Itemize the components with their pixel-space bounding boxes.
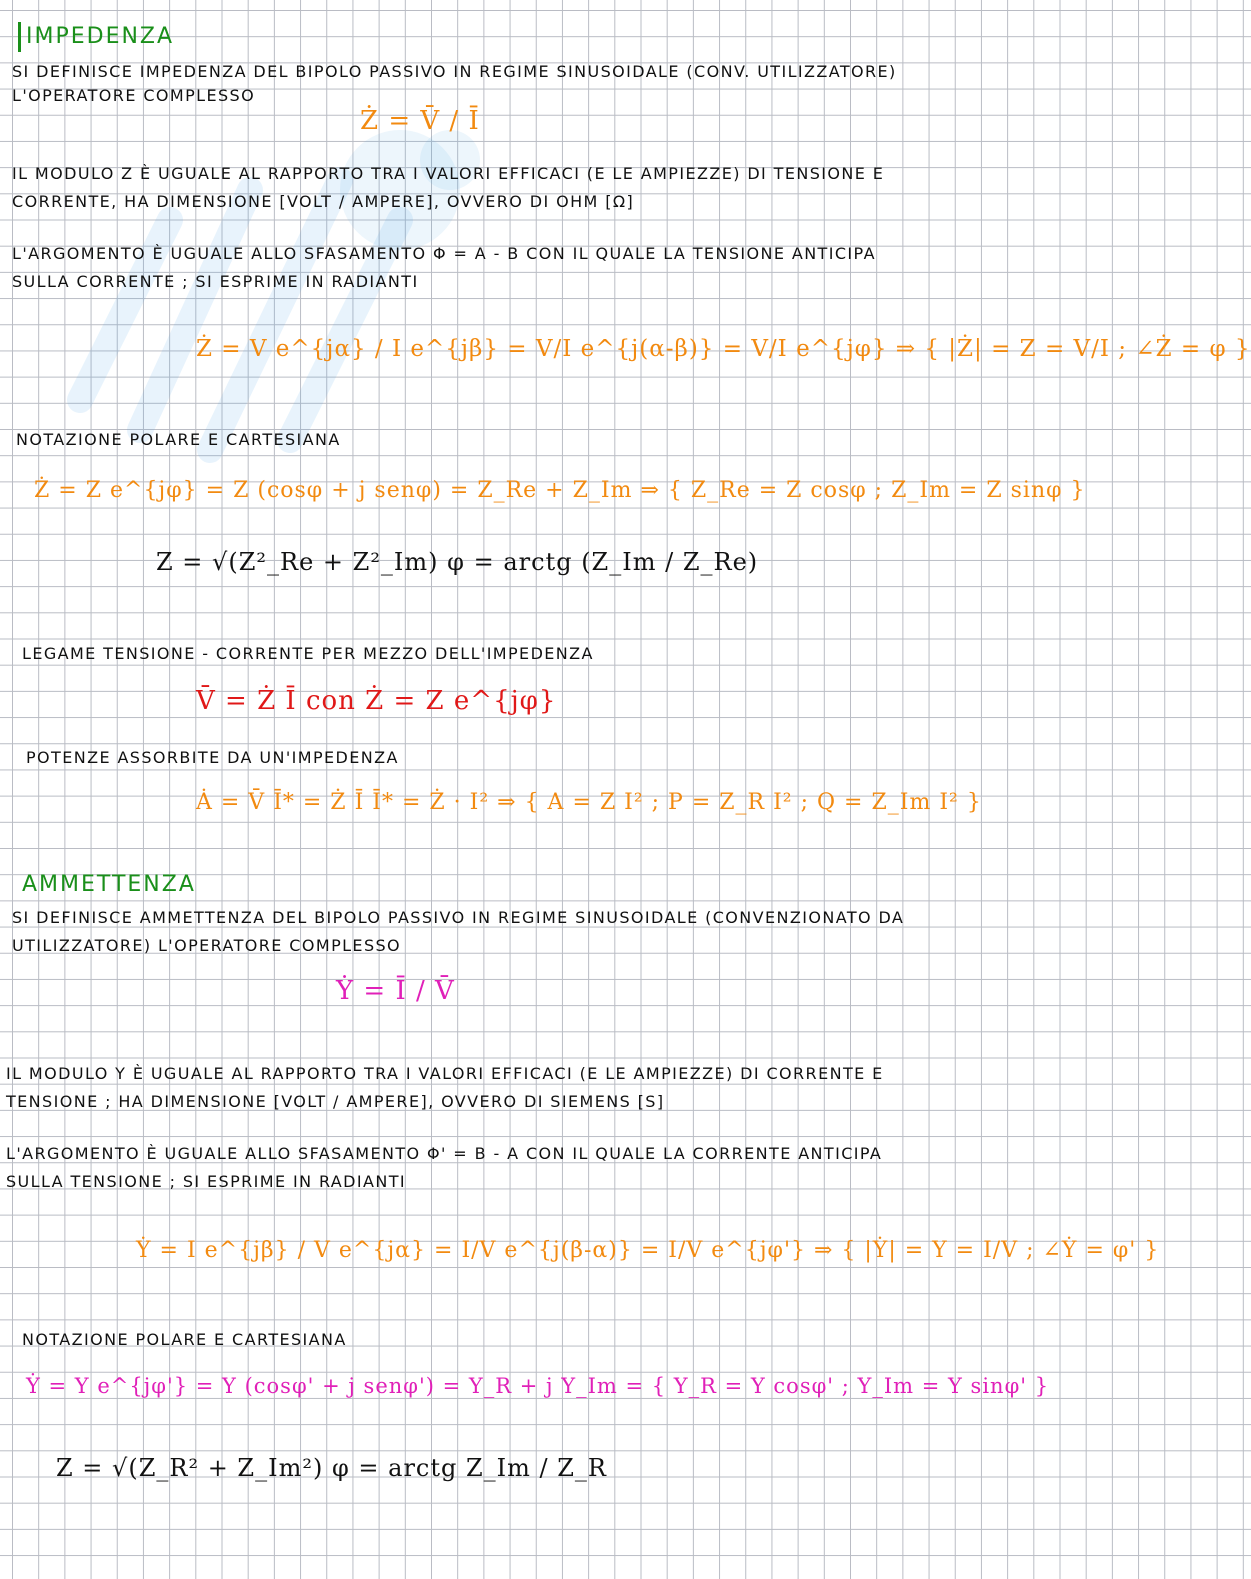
impedenza-definition-formula: Ż = V̄ / Ī (360, 106, 480, 136)
impedenza-argomento-formula: Ż = V e^{jα} / I e^{jβ} = V/I e^{j(α-β)} = V/I e^{jφ} ⇒ { |Ż| = Z = V/I ; ∠Ż = φ } (196, 336, 1251, 362)
impedenza-notazione-label: NOTAZIONE POLARE E CARTESIANA (16, 430, 341, 449)
impedenza-modulo-line-2: CORRENTE, HA DIMENSIONE [VOLT / AMPERE], OVVERO DI OHM [Ω] (12, 192, 635, 211)
impedenza-modulo-formula: Z = √(Z²_Re + Z²_Im) φ = arctg (Z_Im / Z_Re) (156, 548, 759, 576)
impedenza-heading: IMPEDENZA (26, 24, 175, 49)
impedenza-modulo-line-1: IL MODULO Z È UGUALE AL RAPPORTO TRA I VALORI EFFICACI (E LE AMPIEZZE) DI TENSIONE E (12, 164, 885, 183)
ammettenza-definition-line-1: SI DEFINISCE AMMETTENZA DEL BIPOLO PASSIVO IN REGIME SINUSOIDALE (CONVENZIONATO DA (12, 908, 905, 927)
impedenza-notazione-formula: Ż = Z e^{jφ} = Z (cosφ + j senφ) = Z_Re + Z_Im ⇒ { Z_Re = Z cosφ ; Z_Im = Z sinφ } (34, 478, 1086, 503)
impedenza-argomento-line-2: SULLA CORRENTE ; SI ESPRIME IN RADIANTI (12, 272, 419, 291)
impedenza-definition-line-1: SI DEFINISCE IMPEDENZA DEL BIPOLO PASSIVO IN REGIME SINUSOIDALE (CONV. UTILIZZATORE) (12, 62, 897, 81)
impedenza-potenze-formula: Ȧ = V̄ Ī* = Ż Ī Ī* = Ż · I² ⇒ { A = Z I² ; P = Z_R I² ; Q = Z_Im I² } (196, 790, 982, 815)
ammettenza-definition-line-2: UTILIZZATORE) L'OPERATORE COMPLESSO (12, 936, 402, 955)
ammettenza-modulo-line-1: IL MODULO Y È UGUALE AL RAPPORTO TRA I VALORI EFFICACI (E LE AMPIEZZE) DI CORRENTE E (6, 1064, 884, 1083)
ammettenza-notazione-label: NOTAZIONE POLARE E CARTESIANA (22, 1330, 347, 1349)
impedenza-argomento-line-1: L'ARGOMENTO È UGUALE ALLO SFASAMENTO Φ = Α - Β CON IL QUALE LA TENSIONE ANTICIPA (12, 244, 876, 263)
impedenza-definition-line-2: L'OPERATORE COMPLESSO (12, 86, 256, 105)
impedenza-legame-label: LEGAME TENSIONE - CORRENTE PER MEZZO DELL'IMPEDENZA (22, 644, 594, 663)
ammettenza-argomento-formula: Ẏ = I e^{jβ} / V e^{jα} = I/V e^{j(β-α)} = I/V e^{jφ'} ⇒ { |Ẏ| = Y = I/V ; ∠Ẏ = φ' } (136, 1238, 1160, 1263)
impedenza-potenze-label: POTENZE ASSORBITE DA UN'IMPEDENZA (26, 748, 399, 767)
ammettenza-definition-formula: Ẏ = Ī / V̄ (336, 976, 455, 1006)
impedenza-legame-formula: V̄ = Ż Ī con Ż = Z e^{jφ} (196, 686, 557, 716)
ammettenza-argomento-line-1: L'ARGOMENTO È UGUALE ALLO SFASAMENTO Φ' = Β - Α CON IL QUALE LA CORRENTE ANTICIPA (6, 1144, 883, 1163)
ammettenza-notazione-formula: Ẏ = Y e^{jφ'} = Y (cosφ' + j senφ') = Y_R + j Y_Im = { Y_R = Y cosφ' ; Y_Im = Y sinφ' } (26, 1374, 1050, 1398)
ammettenza-modulo-line-2: TENSIONE ; HA DIMENSIONE [VOLT / AMPERE], OVVERO DI SIEMENS [S] (6, 1092, 665, 1111)
heading-margin-bar (18, 22, 21, 52)
ammettenza-modulo-formula: Z = √(Z_R² + Z_Im²) φ = arctg Z_Im / Z_R (56, 1454, 607, 1482)
ammettenza-heading: AMMETTENZA (22, 872, 196, 897)
ammettenza-argomento-line-2: SULLA TENSIONE ; SI ESPRIME IN RADIANTI (6, 1172, 406, 1191)
